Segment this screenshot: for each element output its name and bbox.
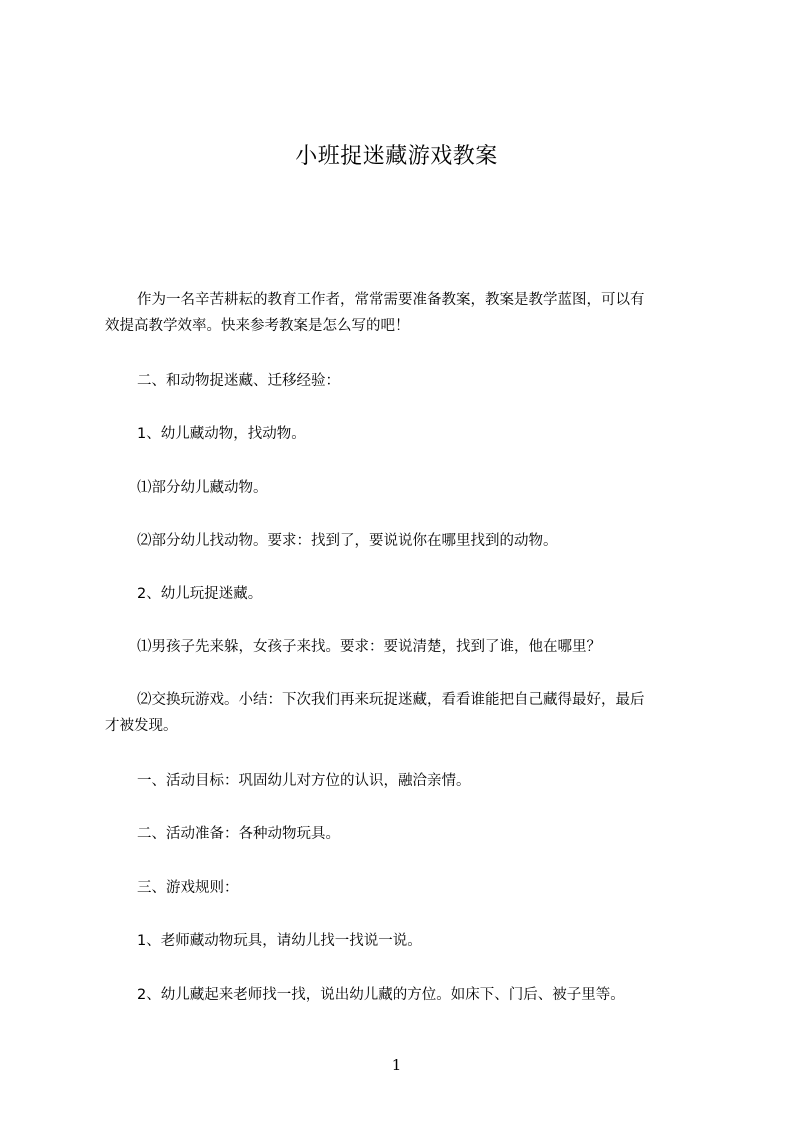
paragraph-line: 作为一名辛苦耕耘的教育工作者，常常需要准备教案，教案是教学蓝图，可以有 — [137, 292, 645, 308]
page-number: 1 — [391, 1056, 402, 1074]
section-heading — [105, 821, 705, 847]
list-item — [105, 634, 705, 660]
list-item — [105, 687, 705, 739]
paragraph-line: 二、和动物捉迷藏、迁移经验： — [137, 373, 340, 389]
intro-paragraph — [105, 287, 705, 339]
paragraph-line: 二、活动准备：各种动物玩具。 — [137, 826, 340, 842]
section-heading — [105, 875, 705, 901]
paragraph-line: ⑴部分幼儿藏动物。 — [137, 480, 268, 496]
paragraph-line: 三、游戏规则： — [137, 880, 239, 896]
paragraph-line: ⑵部分幼儿找动物。要求：找到了，要说说你在哪里找到的动物。 — [137, 533, 558, 549]
paragraph-line: 一、活动目标：巩固幼儿对方位的认识，融洽亲情。 — [137, 773, 471, 789]
paragraph-line: ⑵交换玩游戏。小结：下次我们再来玩捉迷藏，看看谁能把自己藏得最好，最后 — [137, 692, 645, 708]
section-heading — [105, 768, 705, 794]
list-item — [105, 928, 705, 954]
document-title: 小班捉迷藏游戏教案 — [295, 144, 498, 169]
paragraph-line: 2、幼儿藏起来老师找一找，说出幼儿藏的方位。如床下、门后、被子里等。 — [137, 987, 625, 1003]
list-item — [105, 528, 705, 554]
list-item — [105, 421, 705, 447]
paragraph-line: 1、老师藏动物玩具，请幼儿找一找说一说。 — [137, 933, 422, 949]
paragraph-line: 2、幼儿玩捉迷藏。 — [137, 586, 263, 602]
paragraph-line: 1、幼儿藏动物，找动物。 — [137, 426, 306, 442]
list-item — [105, 581, 705, 607]
paragraph-line: ⑴男孩子先来躲，女孩子来找。要求：要说清楚，找到了谁，他在哪里？ — [137, 639, 601, 655]
paragraph-line: 才被发现。 — [105, 718, 178, 734]
list-item — [105, 982, 705, 1008]
list-item — [105, 475, 705, 501]
paragraph-line: 效提高教学效率。快来参考教案是怎么写的吧！ — [105, 318, 410, 334]
section-heading — [105, 368, 705, 394]
